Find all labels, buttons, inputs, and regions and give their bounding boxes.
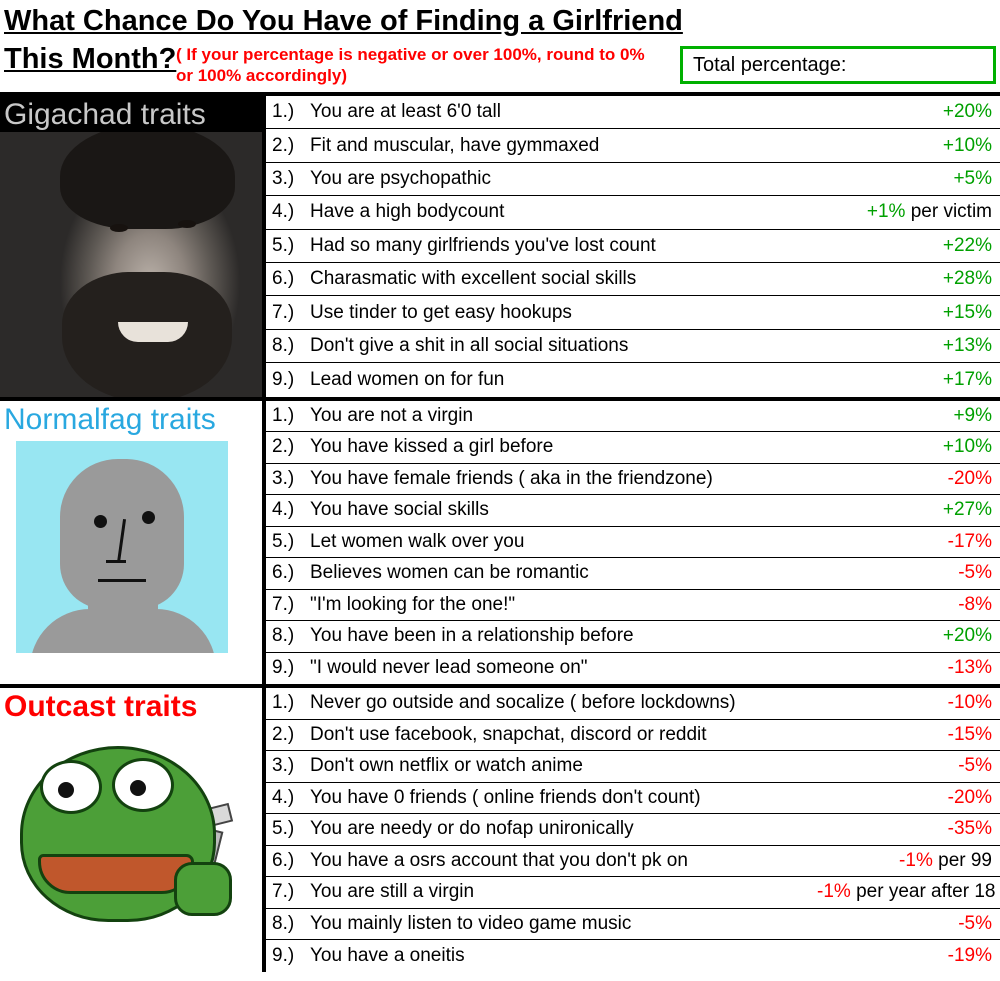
row-percent: +28% (942, 268, 992, 290)
row-number: 1.) (272, 692, 295, 714)
row-text: Let women walk over you (310, 530, 525, 552)
row-suffix: per year after 18 (850, 881, 996, 903)
row-value (817, 945, 1000, 967)
category-cell-outcast (0, 688, 266, 972)
category-label-outcast: Outcast traits (4, 690, 198, 724)
row-number: 4.) (272, 499, 295, 521)
row-number: 9.) (272, 944, 295, 966)
row-value (817, 692, 1000, 714)
row-value (817, 818, 1000, 840)
row-text: You have a oneitis (310, 944, 465, 966)
row-value (817, 268, 1000, 290)
row-text: You mainly listen to video game music (310, 912, 632, 934)
row-text: Fit and muscular, have gymmaxed (310, 134, 600, 156)
row-value (817, 913, 1000, 935)
row-percent: -10% (947, 692, 992, 714)
row-number: 5.) (272, 234, 295, 256)
row-percent: +10% (942, 134, 992, 156)
table-row (266, 621, 1000, 653)
row-text: You are still a virgin (310, 881, 475, 903)
row-percent: +5% (953, 167, 992, 189)
page-title: What Chance Do You Have of Finding a Girlfriend This Month? (4, 5, 683, 75)
rows-gigachad (266, 96, 1000, 397)
row-number: 8.) (272, 625, 295, 647)
traits-sheet (0, 92, 1000, 972)
category-cell-normalfag (0, 401, 266, 685)
row-value (817, 101, 1000, 123)
row-value (817, 850, 1000, 872)
row-percent: +1% (866, 201, 906, 223)
table-row (266, 196, 1000, 229)
row-number: 6.) (272, 562, 295, 584)
row-suffix: per victim (905, 201, 992, 223)
row-suffix: per 99 (932, 849, 992, 871)
row-value (817, 235, 1000, 257)
row-percent: -1% (817, 881, 851, 903)
row-value (817, 335, 1000, 357)
row-value (817, 531, 1000, 553)
table-row (266, 846, 1000, 878)
table-row (266, 401, 1000, 433)
row-text: Charasmatic with excellent social skills (310, 268, 637, 290)
category-label-gigachad: Gigachad traits (4, 98, 206, 131)
row-value (817, 657, 1000, 679)
row-text: You have a osrs account that you don't pk on (310, 849, 688, 871)
row-percent: +20% (942, 101, 992, 123)
table-row (266, 230, 1000, 263)
row-text: You are not a virgin (310, 404, 474, 426)
table-row (266, 495, 1000, 527)
table-row (266, 363, 1000, 396)
row-text: Don't own netflix or watch anime (310, 755, 583, 777)
row-value (817, 594, 1000, 616)
table-row (266, 558, 1000, 590)
table-row (266, 720, 1000, 752)
row-percent: +22% (942, 234, 992, 256)
row-percent: +17% (942, 368, 992, 390)
row-text: You are needy or do nofap unironically (310, 818, 634, 840)
row-percent: +20% (942, 625, 992, 647)
row-value (817, 499, 1000, 521)
row-text: Use tinder to get easy hookups (310, 301, 572, 323)
row-text: "I'm looking for the one!" (310, 593, 516, 615)
rounding-note: ( If your percentage is negative or over 100%, round to 0% or 100% accordingly) (176, 45, 645, 85)
table-row (266, 909, 1000, 941)
row-text: Believes women can be romantic (310, 562, 589, 584)
table-row (266, 263, 1000, 296)
row-text: Lead women on for fun (310, 368, 505, 390)
row-percent: -35% (947, 818, 992, 840)
row-text: You have 0 friends ( online friends don't count) (310, 786, 701, 808)
row-percent: -1% (899, 849, 933, 871)
table-row (266, 432, 1000, 464)
row-text: Had so many girlfriends you've lost count (310, 234, 656, 256)
pepe-gun-image (14, 736, 234, 952)
row-number: 3.) (272, 467, 295, 489)
header (0, 0, 1000, 92)
section-normalfag (0, 401, 1000, 689)
category-cell-gigachad (0, 96, 266, 397)
row-text: Never go outside and socalize ( before lockdowns) (310, 692, 736, 714)
row-value (817, 135, 1000, 157)
row-number: 1.) (272, 404, 295, 426)
row-number: 7.) (272, 593, 295, 615)
row-value (817, 436, 1000, 458)
row-number: 5.) (272, 818, 295, 840)
table-row (266, 527, 1000, 559)
row-text: You are psychopathic (310, 167, 491, 189)
row-number: 4.) (272, 201, 295, 223)
row-value (817, 724, 1000, 746)
row-percent: +9% (953, 404, 992, 426)
row-percent: -5% (958, 562, 992, 584)
row-text: You have social skills (310, 499, 489, 521)
row-number: 2.) (272, 723, 295, 745)
row-value (817, 562, 1000, 584)
row-number: 9.) (272, 657, 295, 679)
table-row (266, 464, 1000, 496)
row-percent: -8% (958, 593, 992, 615)
table-row (266, 688, 1000, 720)
row-percent: +13% (942, 334, 992, 356)
row-value (817, 755, 1000, 777)
row-number: 8.) (272, 334, 295, 356)
row-percent: -5% (958, 912, 992, 934)
row-text: You have female friends ( aka in the friendzone) (310, 467, 713, 489)
row-number: 2.) (272, 134, 295, 156)
rows-outcast (266, 688, 1000, 972)
row-number: 8.) (272, 912, 295, 934)
row-percent: -13% (947, 657, 992, 679)
row-text: You are at least 6'0 tall (310, 101, 501, 123)
table-row (266, 330, 1000, 363)
row-percent: -17% (947, 530, 992, 552)
row-percent: -19% (947, 944, 992, 966)
table-row (266, 296, 1000, 329)
row-percent: +15% (942, 301, 992, 323)
row-number: 2.) (272, 436, 295, 458)
row-number: 3.) (272, 167, 295, 189)
row-percent: +27% (942, 499, 992, 521)
row-percent: -5% (958, 755, 992, 777)
table-row (266, 940, 1000, 972)
row-text: Have a high bodycount (310, 201, 505, 223)
row-text: Don't give a shit in all social situations (310, 334, 629, 356)
row-value (817, 369, 1000, 391)
table-row (266, 129, 1000, 162)
gigachad-photo (0, 132, 266, 397)
row-percent: -20% (947, 786, 992, 808)
row-value (817, 302, 1000, 324)
row-number: 5.) (272, 530, 295, 552)
row-value (817, 201, 1000, 223)
row-text: Don't use facebook, snapchat, discord or reddit (310, 723, 707, 745)
table-row (266, 96, 1000, 129)
row-value (817, 168, 1000, 190)
table-row (266, 783, 1000, 815)
row-text: You have been in a relationship before (310, 625, 634, 647)
section-outcast (0, 688, 1000, 972)
row-text: "I would never lead someone on" (310, 657, 588, 679)
row-value (817, 881, 1000, 903)
row-number: 4.) (272, 786, 295, 808)
table-row (266, 590, 1000, 622)
row-text: You have kissed a girl before (310, 436, 554, 458)
row-number: 7.) (272, 301, 295, 323)
row-percent: +10% (942, 436, 992, 458)
table-row (266, 814, 1000, 846)
row-number: 3.) (272, 755, 295, 777)
row-number: 7.) (272, 881, 295, 903)
row-number: 9.) (272, 368, 295, 390)
row-percent: -15% (947, 723, 992, 745)
npc-wojak-image (16, 441, 228, 653)
row-number: 6.) (272, 849, 295, 871)
row-number: 1.) (272, 101, 295, 123)
row-value (817, 405, 1000, 427)
row-value (817, 625, 1000, 647)
total-percentage-box[interactable] (680, 46, 996, 84)
row-number: 6.) (272, 268, 295, 290)
table-row (266, 877, 1000, 909)
category-label-normalfag: Normalfag traits (4, 402, 216, 436)
table-row (266, 653, 1000, 685)
table-row (266, 751, 1000, 783)
row-value (817, 787, 1000, 809)
rows-normalfag (266, 401, 1000, 685)
row-value (817, 468, 1000, 490)
total-percentage-label: Total percentage: (693, 53, 847, 76)
section-gigachad (0, 96, 1000, 401)
table-row (266, 163, 1000, 196)
row-percent: -20% (947, 467, 992, 489)
